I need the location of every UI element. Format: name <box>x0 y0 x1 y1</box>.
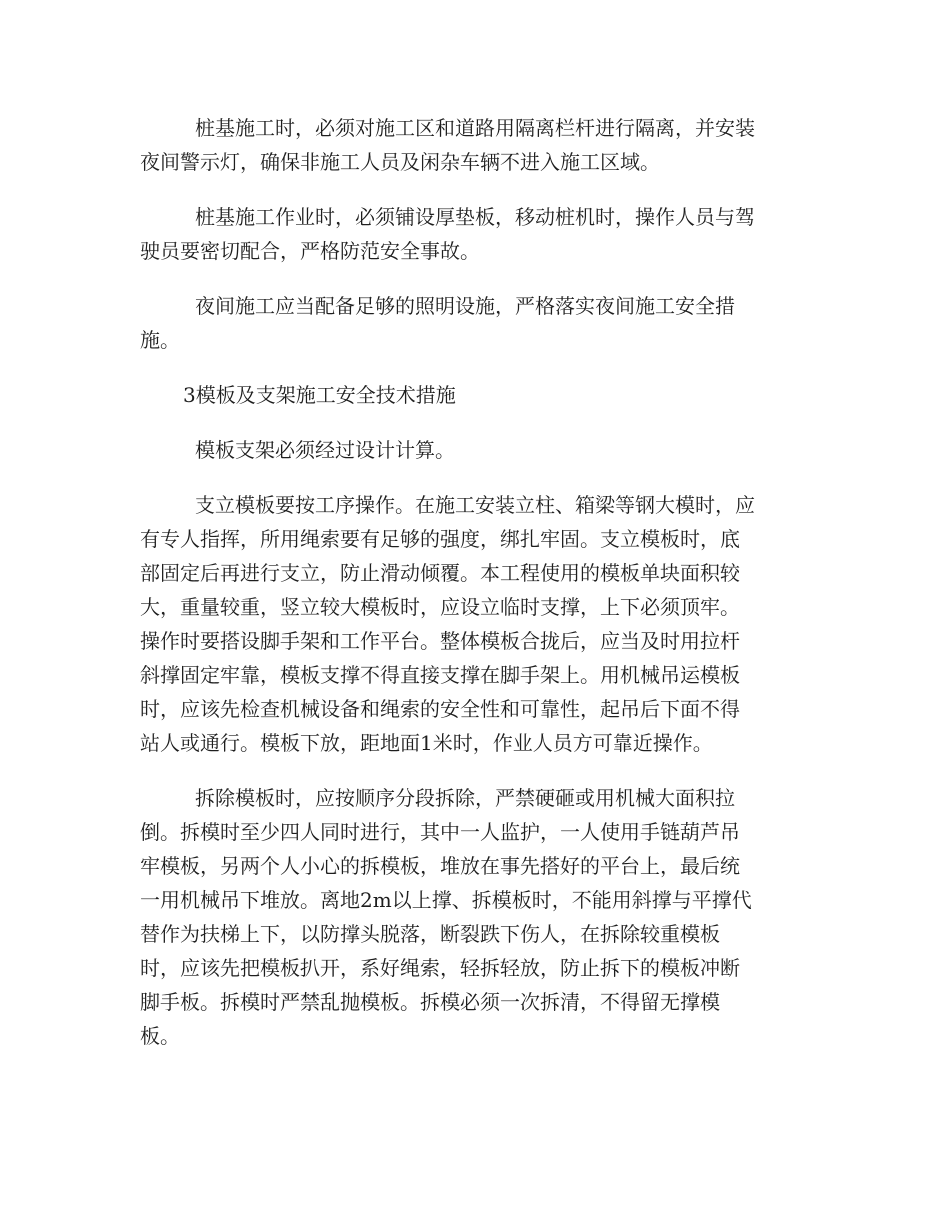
paragraph-1-line-1: 桩基施工时，必须对施工区和道路用隔离栏杆进行隔离，并安装 <box>195 116 755 140</box>
paragraph-6-line-6: 斜撑固定牢靠，模板支撑不得直接支撑在脚手架上。用机械吊运模板 <box>140 663 740 687</box>
paragraph-7-line-6: 时，应该先把模板扒开，系好绳索，轻拆轻放，防止拆下的模板冲断 <box>140 956 740 980</box>
paragraph-2-line-1: 桩基施工作业时，必须铺设厚垫板，移动桩机时，操作人员与驾 <box>195 205 755 229</box>
paragraph-6-line-4: 大，重量较重，竖立较大模板时，应设立临时支撑，上下必须顶牢。 <box>140 595 740 619</box>
paragraph-6-line-2: 有专人指挥，所用绳索要有足够的强度，绑扎牢固。支立模板时，底 <box>140 527 740 551</box>
paragraph-5-line-1: 模板支架必须经过设计计算。 <box>195 438 455 462</box>
paragraph-7-line-3: 牢模板，另两个人小心的拆模板，堆放在事先搭好的平台上，最后统 <box>140 854 740 878</box>
paragraph-7-line-1: 拆除模板时，应按顺序分段拆除，严禁硬砸或用机械大面积拉 <box>195 786 735 810</box>
paragraph-6-line-8: 站人或通行。模板下放，距地面1米时，作业人员方可靠近操作。 <box>140 731 713 755</box>
paragraph-6-line-1: 支立模板要按工序操作。在施工安装立柱、箱梁等钢大模时，应 <box>195 493 755 517</box>
paragraph-1-line-2: 夜间警示灯，确保非施工人员及闲杂车辆不进入施工区域。 <box>140 150 660 174</box>
section-heading: 3模板及支架施工安全技术措施 <box>183 383 456 407</box>
paragraph-6-line-3: 部固定后再进行支立，防止滑动倾覆。本工程使用的模板单块面积较 <box>140 561 740 585</box>
paragraph-6-line-5: 操作时要搭设脚手架和工作平台。整体模板合拢后，应当及时用拉杆 <box>140 629 740 653</box>
paragraph-6-line-7: 时，应该先检查机械设备和绳索的安全性和可靠性，起吊后下面不得 <box>140 697 740 721</box>
paragraph-7-line-8: 板。 <box>140 1024 180 1048</box>
paragraph-7-line-4: 一用机械吊下堆放。离地2m以上撑、拆模板时，不能用斜撑与平撑代 <box>140 888 752 912</box>
paragraph-7-line-2: 倒。拆模时至少四人同时进行，其中一人监护，一人使用手链葫芦吊 <box>140 820 740 844</box>
paragraph-3-line-1: 夜间施工应当配备足够的照明设施，严格落实夜间施工安全措 <box>195 294 735 318</box>
paragraph-3-line-2: 施。 <box>140 328 180 352</box>
paragraph-7-line-7: 脚手板。拆模时严禁乱抛模板。拆模必须一次拆清，不得留无撑模 <box>140 990 720 1014</box>
paragraph-7-line-5: 替作为扶梯上下，以防撑头脱落，断裂跌下伤人，在拆除较重模板 <box>140 922 720 946</box>
paragraph-2-line-2: 驶员要密切配合，严格防范安全事故。 <box>140 239 480 263</box>
